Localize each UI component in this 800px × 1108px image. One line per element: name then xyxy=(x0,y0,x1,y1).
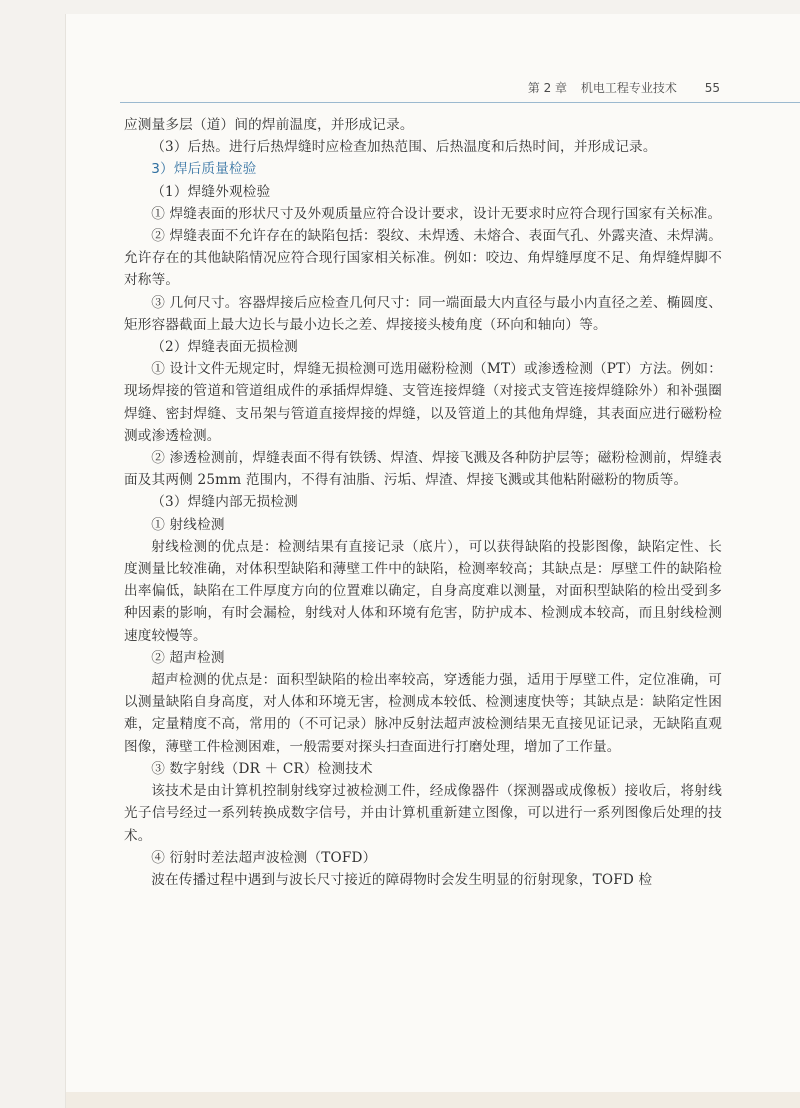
page-number: 55 xyxy=(704,81,720,95)
paragraph-radiographic: 射线检测的优点是：检测结果有直接记录（底片），可以获得缺陷的投影图像，缺陷定性、长度测量比较准确，对体积型缺陷和薄壁工件中的缺陷，检测率较高；其缺点是：厚壁工件的缺陷检出率偏低，缺陷在工件厚度方向的位置难以确定，自身高度难以测量，对面积型缺陷的检出受到多种因素的影响，有时会漏检，射线对人体和环境有危害，防护成本、检测成本较高，而且射线检测速度较慢等。 xyxy=(124,538,722,644)
item-tofd-title: ④ 衍射时差法超声波检测（TOFD） xyxy=(151,849,377,866)
paragraph-surface-1: ① 设计文件无规定时，焊缝无损检测可选用磁粉检测（MT）或渗透检测（PT）方法。例如：现场焊接的管道和管道组成件的承插焊焊缝、支管连接焊缝（对接式支管连接焊缝除外）和补强圈焊缝、密封焊缝、支吊架与管道直接焊接的焊缝，以及管道上的其他角焊缝，其表面应进行磁粉检测或渗透检测。 xyxy=(124,361,722,444)
subsection-internal-ndt: （3）焊缝内部无损检测 xyxy=(151,494,298,511)
paragraph-digital-radiography: 该技术是由计算机控制射线穿过被检测工件，经成像器件（探测器或成像板）接收后，将射线光子信号经过一系列转换成数字信号，并由计算机重新建立图像，可以进行一系列图像后处理的技术。 xyxy=(124,783,722,844)
subsection-visual-inspection: （1）焊缝外观检验 xyxy=(151,183,271,200)
section-heading-post-weld-inspection: 3）焊后质量检验 xyxy=(151,161,257,178)
paragraph-post-heat: （3）后热。进行后热焊缝时应检查加热范围、后热温度和后热时间，并形成记录。 xyxy=(151,139,657,156)
paragraph-continued: 应测量多层（道）间的焊前温度，并形成记录。 xyxy=(124,117,414,133)
paragraph-visual-1: ① 焊缝表面的形状尺寸及外观质量应符合设计要求，设计无要求时应符合现行国家有关标准。 xyxy=(151,205,722,222)
paragraph-visual-3: ③ 几何尺寸。容器焊接后应检查几何尺寸：同一端面最大内直径与最小内直径之差、椭圆度、矩形容器截面上最大边长与最小边长之差、焊接接头棱角度（环向和轴向）等。 xyxy=(124,294,722,333)
paragraph-ultrasonic: 超声检测的优点是：面积型缺陷的检出率较高，穿透能力强，适用于厚壁工件，定位准确，可以测量缺陷自身高度，对人体和环境无害，检测成本较低、检测速度快等；其缺点是：缺陷定性困难，定量精度不高，常用的（不可记录）脉冲反射法超声波检测结果无直接见证记录，无缺陷直观图像，薄壁工件检测困难，一般需要对探头扫查面进行打磨处理，增加了工作量。 xyxy=(124,672,722,755)
body-text xyxy=(124,114,722,891)
item-digital-radiography-title: ③ 数字射线（DR ＋ CR）检测技术 xyxy=(151,760,373,777)
paragraph-surface-2: ② 渗透检测前，焊缝表面不得有铁锈、焊渣、焊接飞溅及各种防护层等；磁粉检测前，焊缝表面及其两侧 25mm 范围内，不得有油脂、污垢、焊渣、焊接飞溅或其他粘附磁粉的物质等。 xyxy=(124,450,722,489)
header-chapter-title: 机电工程专业技术 xyxy=(580,81,677,95)
subsection-surface-ndt: （2）焊缝表面无损检测 xyxy=(151,339,298,356)
header-chapter: 第 2 章 xyxy=(527,81,568,95)
paragraph-tofd: 波在传播过程中遇到与波长尺寸接近的障碍物时会发生明显的衍射现象，TOFD 检 xyxy=(151,871,653,888)
running-header xyxy=(120,72,800,103)
page-bottom-edge xyxy=(66,1092,800,1108)
paragraph-visual-2: ② 焊缝表面不允许存在的缺陷包括：裂纹、未焊透、未熔合、表面气孔、外露夹渣、未焊满。允许存在的其他缺陷情况应符合现行国家相关标准。例如：咬边、角焊缝厚度不足、角焊缝焊脚不对称等。 xyxy=(124,228,722,289)
header-text xyxy=(528,79,720,96)
item-ultrasonic-title: ② 超声检测 xyxy=(151,649,225,666)
item-radiographic-title: ① 射线检测 xyxy=(151,516,225,533)
